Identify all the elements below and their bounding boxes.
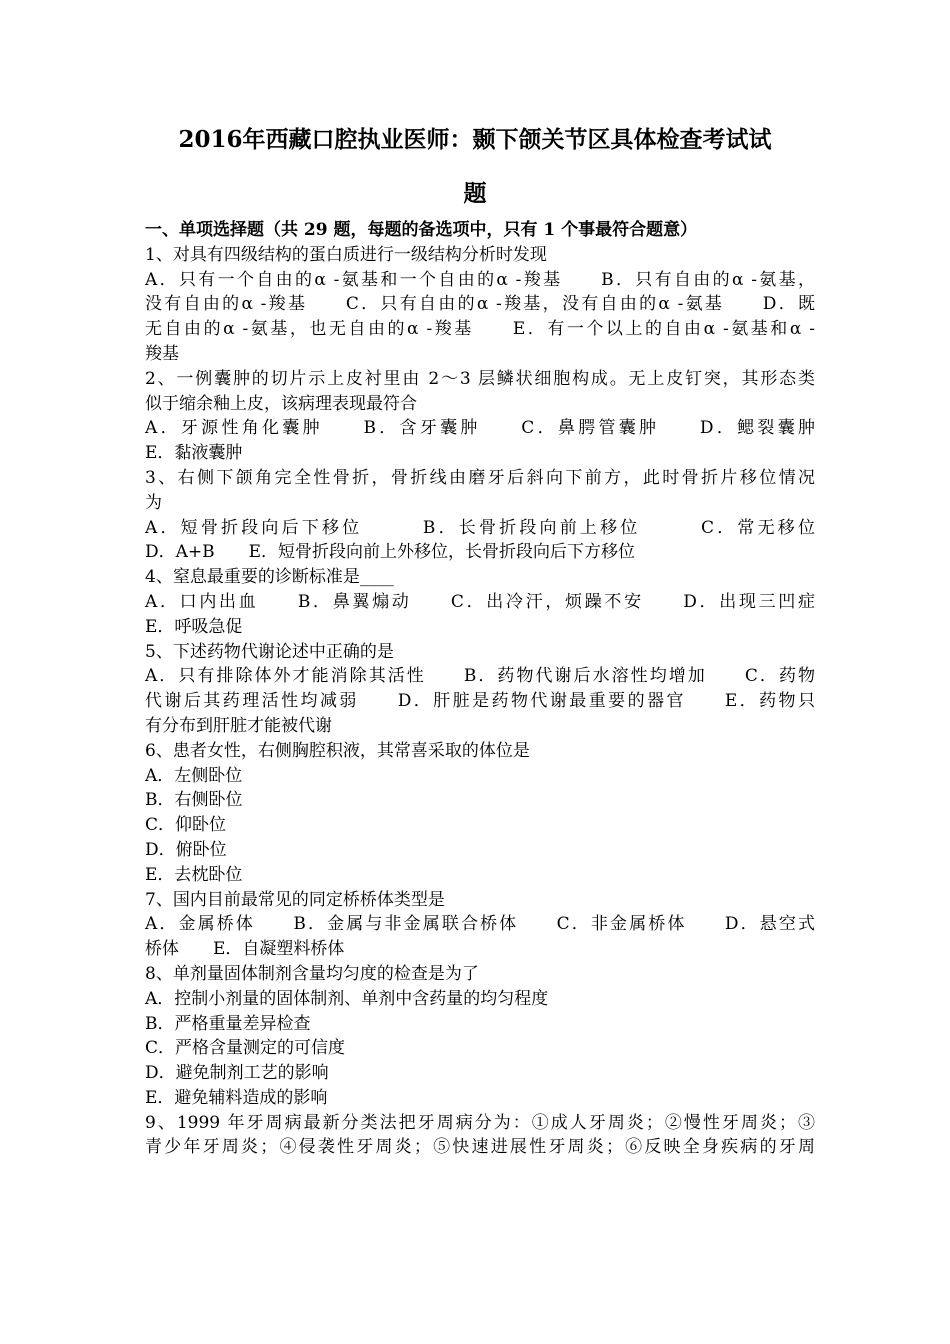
text-line: 没有自由的α -羧基 C．只有自由的α -羧基，没有自由的α -氨基 D．既 bbox=[145, 294, 815, 315]
page-title-line-2: 题 bbox=[463, 180, 487, 207]
text-line: D．俯卧位 bbox=[145, 839, 227, 860]
text-line: 无自由的α -氨基，也无自由的α -羧基 E．有一个以上的自由α -氨基和α - bbox=[145, 319, 815, 340]
text-line: 5、下述药物代谢论述中正确的是 bbox=[145, 641, 394, 662]
text-line: A．短骨折段向后下移位 B．长骨折段向前上移位 C．常无移位 bbox=[145, 517, 815, 538]
text-line: D．避免制剂工艺的影响 bbox=[145, 1063, 329, 1084]
section-heading: 一、单项选择题（共 29 题，每题的备选项中，只有 1 个事最符合题意） bbox=[145, 220, 698, 240]
text-line: 6、患者女性，右侧胸腔积液，其常喜采取的体位是 bbox=[145, 740, 530, 761]
text-line: B．严格重量差异检查 bbox=[145, 1013, 311, 1034]
text-line: 羧基 bbox=[145, 343, 179, 364]
document-body bbox=[145, 218, 815, 1160]
text-line: 4、窒息最重要的诊断标准是____ bbox=[145, 567, 394, 588]
text-line: A．牙源性角化囊肿 B．含牙囊肿 C．鼻腭管囊肿 D．鳃裂囊肿 bbox=[145, 418, 815, 439]
text-line: E．避免辅料造成的影响 bbox=[145, 1087, 328, 1108]
text-line: 桥体 E．自凝塑料桥体 bbox=[145, 939, 345, 960]
text-line: C．仰卧位 bbox=[145, 815, 227, 836]
text-line: 3、右侧下颌角完全性骨折，骨折线由磨牙后斜向下前方，此时骨折片移位情况 bbox=[145, 467, 815, 488]
text-line: 代谢后其药理活性均减弱 D．肝脏是药物代谢最重要的器官 E．药物只 bbox=[145, 691, 815, 712]
text-line: A．左侧卧位 bbox=[145, 765, 243, 786]
text-line: E．去枕卧位 bbox=[145, 864, 243, 885]
text-line: C．严格含量测定的可信度 bbox=[145, 1038, 346, 1059]
text-line: A．只有一个自由的α -氨基和一个自由的α -羧基 B．只有自由的α -氨基， bbox=[145, 269, 815, 290]
text-line: A．金属桥体 B．金属与非金属联合桥体 C．非金属桥体 D．悬空式 bbox=[145, 914, 815, 935]
text-line: E．黏液囊肿 bbox=[145, 443, 243, 464]
text-line: 9、1999 年牙周病最新分类法把牙周病分为：①成人牙周炎；②慢性牙周炎；③ bbox=[145, 1112, 815, 1133]
text-line: 2、一例囊肿的切片示上皮衬里由 2～3 层鳞状细胞构成。无上皮钉突，其形态类 bbox=[145, 368, 815, 389]
text-line: A．只有排除体外才能消除其活性 B．药物代谢后水溶性均增加 C．药物 bbox=[145, 666, 815, 687]
text-line: B．右侧卧位 bbox=[145, 790, 243, 811]
page-title-line-1: 2016年西藏口腔执业医师：颞下颌关节区具体检查考试试 bbox=[178, 126, 772, 153]
text-line: 青少年牙周炎；④侵袭性牙周炎；⑤快速进展性牙周炎；⑥反映全身疾病的牙周 bbox=[145, 1137, 815, 1158]
text-line: 8、单剂量固体制剂含量均匀度的检查是为了 bbox=[145, 963, 479, 984]
text-line: 有分布到肝脏才能被代谢 bbox=[145, 715, 332, 736]
text-line: E．呼吸急促 bbox=[145, 616, 243, 637]
text-line: 似于缩余釉上皮，该病理表现最符合 bbox=[145, 393, 417, 414]
text-line: A．控制小剂量的固体制剂、单剂中含药量的均匀程度 bbox=[145, 988, 549, 1009]
text-line: 7、国内目前最常见的同定桥桥体类型是 bbox=[145, 889, 445, 910]
text-line: 为 bbox=[145, 492, 162, 513]
text-line: D．A+B E．短骨折段向前上外移位，长骨折段向后下方移位 bbox=[145, 542, 636, 563]
text-line: 1、对具有四级结构的蛋白质进行一级结构分析时发现 bbox=[145, 244, 547, 265]
text-line: A．口内出血 B．鼻翼煽动 C．出冷汗，烦躁不安 D．出现三凹症 bbox=[145, 591, 815, 612]
